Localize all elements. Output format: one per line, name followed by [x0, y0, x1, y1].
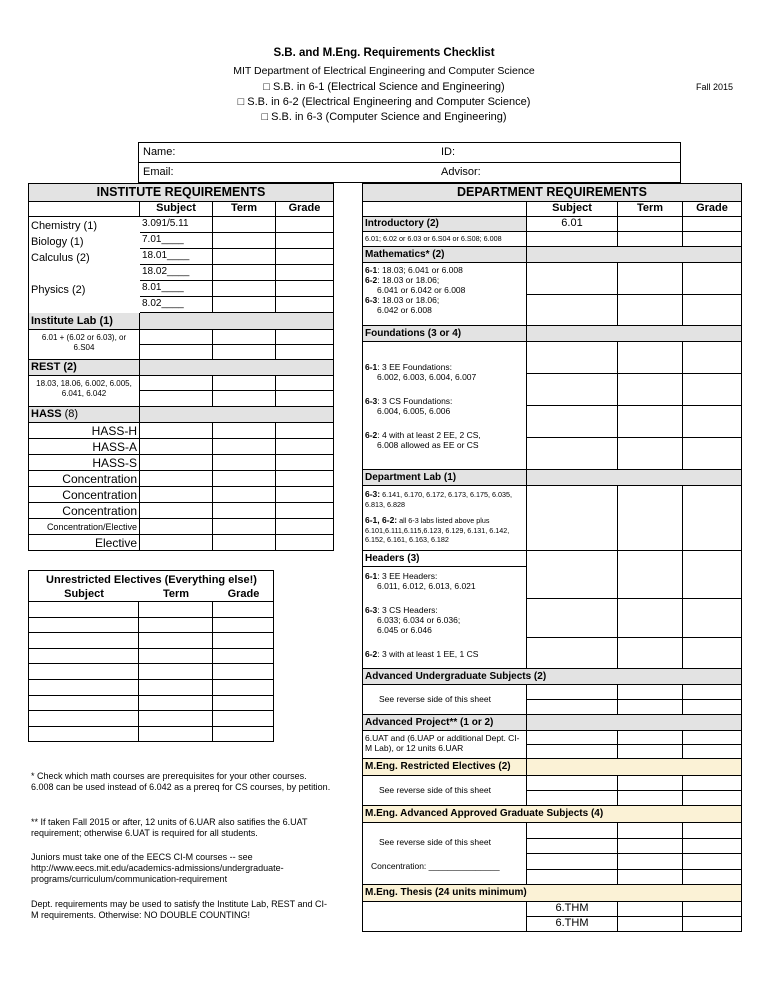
unr-subject-5[interactable]	[29, 664, 139, 680]
hass-heading	[29, 407, 140, 423]
adv-subject-1[interactable]	[527, 731, 618, 745]
unr-grade-2[interactable]	[213, 618, 274, 634]
hass-subject-8[interactable]	[140, 535, 213, 551]
aus-subject-2[interactable]	[527, 700, 618, 715]
institute-lab-heading: Institute Lab (1)	[29, 313, 140, 330]
intro-grade-1[interactable]	[683, 217, 742, 232]
aags-subject-3[interactable]	[527, 854, 618, 870]
header-subject-2[interactable]	[527, 599, 618, 638]
unrestricted-electives-table	[28, 570, 274, 742]
meng-aags-desc: See reverse side of this sheet	[379, 837, 491, 847]
hass-subject-3[interactable]	[140, 455, 213, 471]
header-term-3[interactable]	[618, 638, 683, 669]
meng-aags-desc-cell	[363, 823, 527, 885]
hass-grade-1[interactable]	[276, 423, 334, 439]
chem-grade[interactable]	[276, 217, 334, 233]
aags-subject-1[interactable]	[527, 823, 618, 839]
intro-desc: 6.01; 6.02 or 6.03 or 6.S04 or 6.S08; 6.008	[365, 234, 502, 243]
aus-subject-1[interactable]	[527, 685, 618, 700]
id-label: ID:	[441, 146, 456, 158]
phys-grade-2[interactable]	[276, 297, 334, 313]
hass-row-label: Elective	[29, 535, 140, 551]
math-grade-2[interactable]	[683, 295, 742, 326]
unr-term-8[interactable]	[139, 711, 213, 727]
meng-re-desc-cell	[363, 776, 527, 806]
inst-lab-subject-2[interactable]	[140, 345, 213, 360]
meng-re-term-2[interactable]	[618, 791, 683, 806]
unr-subject-6[interactable]	[29, 680, 139, 696]
found-subject-4[interactable]	[527, 438, 618, 470]
dept-lab-grade[interactable]	[683, 486, 742, 551]
thesis-subject-2[interactable]: 6.THM	[527, 917, 618, 932]
header-term-2[interactable]	[618, 599, 683, 638]
email-row[interactable]	[139, 163, 681, 183]
unr-grade-5[interactable]	[213, 664, 274, 680]
student-info-box	[138, 142, 681, 183]
hass-grade-6[interactable]	[276, 503, 334, 519]
calc-term-1[interactable]	[213, 249, 276, 265]
rest-heading: REST (2)	[29, 360, 140, 376]
hass-heading-label: HASS	[31, 408, 62, 420]
note-double-counting: Dept. requirements may be used to satisfy the Institute Lab, REST and CI-M requirements. Otherwise: NO DOUBLE COUNTING!	[31, 899, 327, 920]
hass-term-3[interactable]	[213, 455, 276, 471]
header-grade-2[interactable]	[683, 599, 742, 638]
hass-subject-5[interactable]	[140, 487, 213, 503]
adv-project-heading: Advanced Project** (1 or 2)	[363, 715, 527, 731]
inst-lab-term-2[interactable]	[213, 345, 276, 360]
aags-subject-4[interactable]	[527, 870, 618, 886]
advisor-label: Advisor:	[441, 166, 481, 178]
name-label: Name:	[143, 146, 176, 158]
note-math: * Check which math courses are prerequisites for your other courses. 6.008 can be used instead of 6.042 as a prereq for CS courses, by petition.	[31, 771, 331, 792]
thesis-term-2[interactable]	[618, 917, 683, 932]
unr-subject-1[interactable]	[29, 602, 139, 618]
found-subject-2[interactable]	[527, 374, 618, 406]
institute-requirements-table	[28, 183, 334, 551]
adv-grade-2[interactable]	[683, 745, 742, 759]
unr-grade-9[interactable]	[213, 727, 274, 743]
unr-subject-8[interactable]	[29, 711, 139, 727]
hass-row-label: HASS-H	[29, 423, 140, 439]
intro-grade-2[interactable]	[683, 232, 742, 247]
rest-subject-2[interactable]	[140, 391, 213, 407]
calc-subject-1[interactable]: 18.01____	[140, 249, 213, 265]
rest-desc: 18.03, 18.06, 6.002, 6.005, 6.041, 6.042	[36, 379, 132, 398]
option-6-2[interactable]: □ S.B. in 6-2 (Electrical Engineering and Computer Science)	[237, 96, 531, 108]
phys-subject-1[interactable]: 8.01____	[140, 281, 213, 297]
hass-subject-2[interactable]	[140, 439, 213, 455]
header-subject-1[interactable]	[527, 551, 618, 599]
department-name: MIT Department of Electrical Engineering and Computer Science	[233, 65, 535, 77]
math-subject-2[interactable]	[527, 295, 618, 326]
option-6-1[interactable]: □ S.B. in 6-1 (Electrical Science and Engineering)	[263, 81, 505, 93]
hass-term-4[interactable]	[213, 471, 276, 487]
thesis-subject-1[interactable]: 6.THM	[527, 902, 618, 917]
intro-term-2[interactable]	[618, 232, 683, 247]
header-subject-3[interactable]	[527, 638, 618, 669]
meng-re-subject-2[interactable]	[527, 791, 618, 806]
unr-col-term: Term	[162, 588, 190, 600]
meng-aags-heading: M.Eng. Advanced Approved Graduate Subjects (4)	[363, 806, 742, 823]
hass-subject-6[interactable]	[140, 503, 213, 519]
header-grade-1[interactable]	[683, 551, 742, 599]
unrestricted-header	[29, 571, 274, 602]
hass-grade-7[interactable]	[276, 519, 334, 535]
unr-subject-2[interactable]	[29, 618, 139, 634]
aus-desc-cell	[363, 685, 527, 715]
unr-term-4[interactable]	[139, 649, 213, 665]
unr-subject-9[interactable]	[29, 727, 139, 743]
intro-subject-2[interactable]	[527, 232, 618, 247]
headers-desc-cell: 6-1: 3 EE Headers: 6.011, 6.012, 6.013, 6.021 6-3: 3 CS Headers: 6.033; 6.034 or 6.036; 6.045 or 6.046 6-2: 3 with at least 1 EE, 1 CS	[363, 567, 527, 669]
aags-grade-1[interactable]	[683, 823, 742, 839]
inst-lab-grade-2[interactable]	[276, 345, 334, 360]
unr-term-9[interactable]	[139, 727, 213, 743]
hass-grade-2[interactable]	[276, 439, 334, 455]
aags-term-3[interactable]	[618, 854, 683, 870]
meng-re-grade-1[interactable]	[683, 776, 742, 791]
note-cim: Juniors must take one of the EECS CI-M courses -- see http://www.eecs.mit.edu/academics-admissions/undergraduate-programs/curriculum/communication-requirement	[31, 852, 284, 884]
calc-grade-2[interactable]	[276, 265, 334, 281]
unr-term-2[interactable]	[139, 618, 213, 634]
calculus-label: Calculus (2)	[31, 252, 90, 264]
institute-lab-desc-cell	[29, 330, 140, 360]
aus-heading: Advanced Undergraduate Subjects (2)	[363, 669, 742, 685]
math-grade-1[interactable]	[683, 263, 742, 295]
adv-project-desc: 6.UAT and (6.UAP or additional Dept. CI-M Lab), or 12 units 6.UAR	[365, 733, 520, 753]
hass-subject-1[interactable]	[140, 423, 213, 439]
found-term-2[interactable]	[618, 374, 683, 406]
biology-label: Biology (1)	[31, 236, 84, 248]
phys-grade-1[interactable]	[276, 281, 334, 297]
inst-col-subject: Subject	[140, 202, 213, 217]
inst-lab-grade-1[interactable]	[276, 330, 334, 345]
institute-lab-desc: 6.01 + (6.02 or 6.03), or 6.S04	[41, 333, 127, 352]
physics-label: Physics (2)	[31, 284, 86, 296]
rest-desc-cell	[29, 376, 140, 407]
header-grade-3[interactable]	[683, 638, 742, 669]
term-label: Fall 2015	[696, 82, 734, 92]
thesis-grade-1[interactable]	[683, 902, 742, 917]
aags-term-1[interactable]	[618, 823, 683, 839]
bio-term[interactable]	[213, 233, 276, 249]
rest-subject-1[interactable]	[140, 376, 213, 391]
bio-subject[interactable]: 7.01____	[140, 233, 213, 249]
hass-grade-5[interactable]	[276, 487, 334, 503]
option-6-3[interactable]: □ S.B. in 6-3 (Computer Science and Engineering)	[261, 111, 507, 123]
math-desc-cell: 6-1: 18.03; 6.041 or 6.008 6-2: 18.03 or 18.06; 6.041 or 6.042 or 6.008 6-3: 18.03 or 18.06; 6.042 or 6.008	[363, 263, 527, 326]
meng-thesis-heading: M.Eng. Thesis (24 units minimum)	[363, 885, 742, 902]
phys-term-1[interactable]	[213, 281, 276, 297]
math-subject-1[interactable]	[527, 263, 618, 295]
unr-term-7[interactable]	[139, 696, 213, 712]
found-grade-2[interactable]	[683, 374, 742, 406]
hass-subject-4[interactable]	[140, 471, 213, 487]
unr-col-subject: Subject	[64, 588, 104, 600]
adv-subject-2[interactable]	[527, 745, 618, 759]
aags-subject-2[interactable]	[527, 839, 618, 855]
bio-grade[interactable]	[276, 233, 334, 249]
hass-term-5[interactable]	[213, 487, 276, 503]
adv-term-1[interactable]	[618, 731, 683, 745]
rest-grade-2[interactable]	[276, 391, 334, 407]
found-term-4[interactable]	[618, 438, 683, 470]
meng-re-subject-1[interactable]	[527, 776, 618, 791]
found-subject-1[interactable]	[527, 342, 618, 374]
header-term-1[interactable]	[618, 551, 683, 599]
unr-subject-7[interactable]	[29, 696, 139, 712]
hass-grade-8[interactable]	[276, 535, 334, 551]
dept-col-subject: Subject	[527, 202, 618, 217]
math-heading: Mathematics* (2)	[363, 247, 527, 263]
hass-term-2[interactable]	[213, 439, 276, 455]
aags-grade-3[interactable]	[683, 854, 742, 870]
hass-row-label: Concentration	[29, 487, 140, 503]
aus-grade-2[interactable]	[683, 700, 742, 715]
dept-col-grade: Grade	[683, 202, 742, 217]
unr-term-6[interactable]	[139, 680, 213, 696]
institute-heading: INSTITUTE REQUIREMENTS	[29, 184, 334, 202]
unrestricted-heading: Unrestricted Electives (Everything else!)	[46, 574, 257, 586]
inst-col-term: Term	[213, 202, 276, 217]
hass-term-1[interactable]	[213, 423, 276, 439]
found-subject-3[interactable]	[527, 406, 618, 438]
hass-term-8[interactable]	[213, 535, 276, 551]
rest-term-1[interactable]	[213, 376, 276, 391]
unr-grade-1[interactable]	[213, 602, 274, 618]
hass-subject-7[interactable]	[140, 519, 213, 535]
foundations-heading: Foundations (3 or 4)	[363, 326, 527, 342]
unr-term-5[interactable]	[139, 664, 213, 680]
dept-lab-heading: Department Lab (1)	[363, 470, 527, 486]
phys-term-2[interactable]	[213, 297, 276, 313]
chem-subject[interactable]: 3.091/5.11	[140, 217, 213, 233]
found-term-3[interactable]	[618, 406, 683, 438]
hass-grade-4[interactable]	[276, 471, 334, 487]
rest-term-2[interactable]	[213, 391, 276, 407]
department-heading: DEPARTMENT REQUIREMENTS	[363, 184, 742, 202]
aags-term-2[interactable]	[618, 839, 683, 855]
dept-lab-term[interactable]	[618, 486, 683, 551]
unr-term-1[interactable]	[139, 602, 213, 618]
rest-grade-1[interactable]	[276, 376, 334, 391]
dept-col-term: Term	[618, 202, 683, 217]
hass-term-7[interactable]	[213, 519, 276, 535]
meng-re-grade-2[interactable]	[683, 791, 742, 806]
unr-grade-7[interactable]	[213, 696, 274, 712]
aags-grade-4[interactable]	[683, 870, 742, 886]
found-grade-1[interactable]	[683, 342, 742, 374]
aus-desc: See reverse side of this sheet	[379, 694, 491, 704]
inst-lab-term-1[interactable]	[213, 330, 276, 345]
hass-row-label: Concentration	[29, 503, 140, 519]
found-grade-4[interactable]	[683, 438, 742, 470]
email-label: Email:	[143, 166, 174, 178]
meng-concentration[interactable]: Concentration: _______________	[371, 861, 500, 871]
math-term-2[interactable]	[618, 295, 683, 326]
dept-lab-desc-cell: 6-3: 6.141, 6.170, 6.172, 6.173, 6.175, 6.035, 6.813, 6.828 6-1, 6-2: all 6-3 labs listed above plus 6.101,6.111,6.115,6.123, 6.129, 6.131, 6.142, 6.152, 6.161, 6.163, 6.182	[363, 486, 527, 551]
aus-term-2[interactable]	[618, 700, 683, 715]
thesis-grade-2[interactable]	[683, 917, 742, 932]
foundations-desc-cell: 6-1: 3 EE Foundations: 6.002, 6.003, 6.004, 6.007 6-3: 3 CS Foundations: 6.004, 6.005, 6.006 6-2: 4 with at least 2 EE, 2 CS, 6.008 allowed as EE or CS	[363, 342, 527, 470]
meng-re-desc: See reverse side of this sheet	[379, 785, 491, 795]
inst-lab-subject-1[interactable]	[140, 330, 213, 345]
hass-term-6[interactable]	[213, 503, 276, 519]
hass-heading-count: (8)	[64, 408, 79, 420]
calc-grade-1[interactable]	[276, 249, 334, 265]
unr-term-3[interactable]	[139, 633, 213, 649]
unr-grade-8[interactable]	[213, 711, 274, 727]
thesis-term-1[interactable]	[618, 902, 683, 917]
headers-heading: Headers (3)	[363, 551, 527, 567]
adv-term-2[interactable]	[618, 745, 683, 759]
phys-subject-2[interactable]: 8.02____	[140, 297, 213, 313]
math-term-1[interactable]	[618, 263, 683, 295]
meng-re-term-1[interactable]	[618, 776, 683, 791]
intro-subject-1[interactable]: 6.01	[527, 217, 618, 232]
adv-grade-1[interactable]	[683, 731, 742, 745]
meng-re-heading: M.Eng. Restricted Electives (2)	[363, 759, 527, 776]
aags-term-4[interactable]	[618, 870, 683, 886]
intro-heading: Introductory (2)	[363, 217, 527, 232]
found-grade-3[interactable]	[683, 406, 742, 438]
note-uat: ** If taken Fall 2015 or after, 12 units of 6.UAR also satifies the 6.UAT requirement; otherwise 6.UAT is required for all students.	[31, 817, 308, 838]
intro-term-1[interactable]	[618, 217, 683, 232]
department-requirements-table	[362, 183, 742, 932]
aags-grade-2[interactable]	[683, 839, 742, 855]
unr-col-grade: Grade	[227, 588, 260, 600]
name-row[interactable]	[139, 143, 681, 163]
hass-row-label: HASS-S	[29, 455, 140, 471]
aus-grade-1[interactable]	[683, 685, 742, 700]
dept-lab-subject[interactable]	[527, 486, 618, 551]
adv-project-desc-cell	[363, 731, 527, 759]
hass-row-label: Concentration	[29, 471, 140, 487]
hass-row-label: HASS-A	[29, 439, 140, 455]
chemistry-label: Chemistry (1)	[31, 220, 98, 232]
unr-grade-4[interactable]	[213, 649, 274, 665]
unr-subject-3[interactable]	[29, 633, 139, 649]
page-title: S.B. and M.Eng. Requirements Checklist	[273, 47, 495, 59]
chem-term[interactable]	[213, 217, 276, 233]
calc-subject-2[interactable]: 18.02____	[140, 265, 213, 281]
hass-row-label: Concentration/Elective	[29, 519, 140, 535]
calc-term-2[interactable]	[213, 265, 276, 281]
unr-grade-6[interactable]	[213, 680, 274, 696]
aus-term-1[interactable]	[618, 685, 683, 700]
hass-grade-3[interactable]	[276, 455, 334, 471]
unr-grade-3[interactable]	[213, 633, 274, 649]
inst-col-grade: Grade	[276, 202, 334, 217]
found-term-1[interactable]	[618, 342, 683, 374]
unr-subject-4[interactable]	[29, 649, 139, 665]
